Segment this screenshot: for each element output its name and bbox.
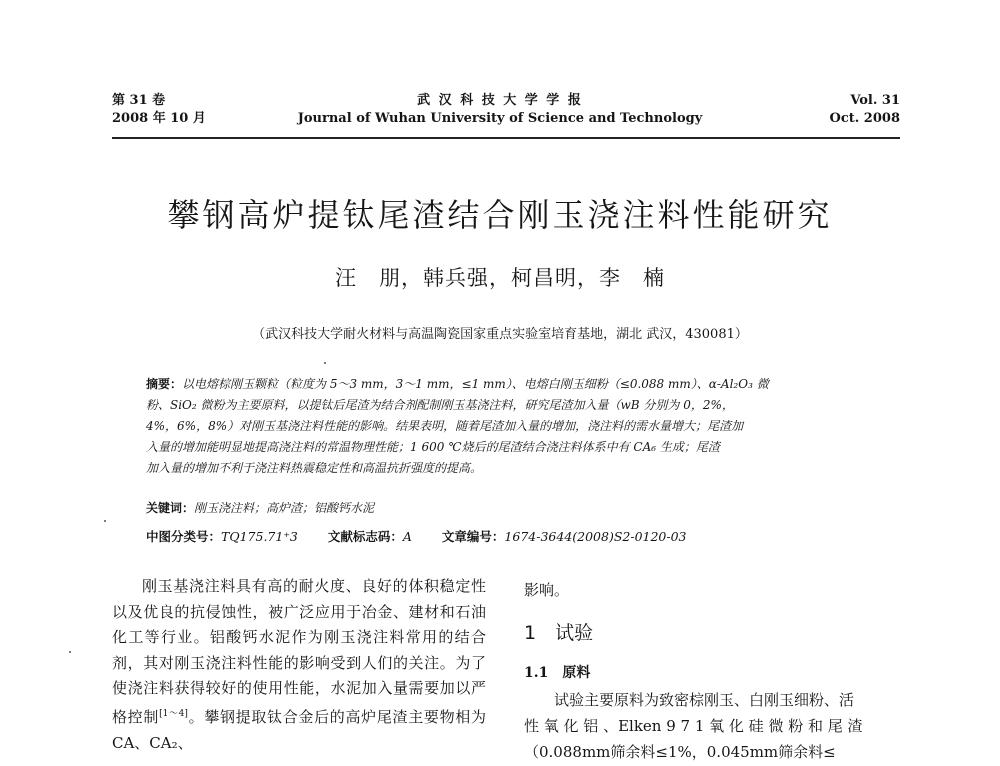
body-right-line: 性 氧 化 铝 、Elken 9 7 1 氧 化 硅 微 粉 和 尾 渣 (524, 717, 863, 735)
paper-title: 攀钢高炉提钛尾渣结合刚玉浇注料性能研究 (167, 196, 833, 234)
abstract-text: 以电熔棕刚玉颗粒（粒度为 5～3 mm，3～1 mm，≤1 mm）、电熔白刚玉细粉（≤0.088 mm）、α-Al₂O₃ 微 (182, 377, 769, 391)
subsection-heading: 1.1 原料 (524, 665, 591, 681)
clc-number (146, 529, 298, 544)
body-right-continuation: 影响。 (524, 581, 570, 599)
clc-label: 中图分类号： (146, 529, 222, 544)
art-value: 1674-3644(2008)S2-0120-03 (504, 529, 687, 544)
paper-affiliation: （武汉科技大学耐火材料与高温陶瓷国家重点实验室培育基地，湖北 武汉，430081） (252, 327, 748, 342)
header-volume-en: Vol. 31 (850, 93, 900, 108)
abstract-line (146, 374, 860, 395)
article-number (442, 529, 687, 544)
body-left-column (112, 574, 486, 756)
section-heading: 1 试验 (524, 622, 594, 644)
header-volume-cn: 第 31 卷 (112, 93, 166, 108)
body-paragraph: 刚玉基浇注料具有高的耐火度、良好的体积稳定性以及优良的抗侵蚀性，被广泛应用于冶金、建材和石油化工等行业。铝酸钙水泥作为刚玉浇注料常用的结合剂，其对刚玉浇注料性能的影响受到人们的关注。为了使浇注料获得较好的使用性能，水泥加入量需要加以严格控制 (112, 577, 486, 726)
abstract (146, 374, 860, 479)
abstract-line: 粉、SiO₂ 微粉为主要原料，以提钛后尾渣为结合剂配制刚玉基浇注料，研究尾渣加入量（wB 分别为 0，2%， (146, 398, 734, 412)
scan-speck (104, 520, 106, 522)
clc-value: TQ175.71⁺3 (221, 529, 298, 544)
doc-label: 文献标志码： (327, 529, 403, 544)
abstract-line: 4%，6%，8%）对刚玉基浇注料性能的影响。结果表明，随着尾渣加入量的增加，浇注料的需水量增大；尾渣加 (146, 419, 744, 433)
art-label: 文章编号： (441, 529, 505, 544)
header-date-en: Oct. 2008 (829, 111, 900, 126)
body-paragraph-cont: 。攀钢提取钛合金后的高炉尾渣主要物相为 CA、CA₂、 (112, 707, 486, 752)
scan-speck (324, 362, 326, 364)
keywords-text: 刚玉浇注料；高炉渣；铝酸钙水泥 (194, 501, 375, 515)
document-code (328, 529, 412, 544)
header-journal-cn: 武 汉 科 技 大 学 学 报 (417, 93, 583, 108)
header-rule (112, 137, 900, 139)
body-right-line: （0.088mm筛余料≤1%，0.045mm筛余料≤ (524, 743, 836, 761)
abstract-label: 摘要： (146, 377, 183, 391)
doc-value: A (402, 529, 412, 544)
abstract-line: 入量的增加能明显地提高浇注料的常温物理性能；1 600 ℃烧后的尾渣结合浇注料体系中有 CA₆ 生成；尾渣 (146, 440, 720, 454)
classification-line (146, 527, 860, 545)
keywords (146, 499, 374, 516)
abstract-line: 加入量的增加不利于浇注料热震稳定性和高温抗折强度的提高。 (146, 461, 483, 475)
body-right-line: 试验主要原料为致密棕刚玉、白刚玉细粉、活 (554, 691, 855, 709)
header-journal-en: Journal of Wuhan University of Science and Technology (297, 111, 703, 126)
citation: [1～4] (159, 708, 188, 719)
scan-speck (69, 651, 71, 653)
header-date-cn: 2008 年 10 月 (112, 111, 206, 126)
keywords-label: 关键词： (146, 501, 195, 515)
paper-authors: 汪 朋，韩兵强，柯昌明，李 楠 (335, 266, 665, 290)
